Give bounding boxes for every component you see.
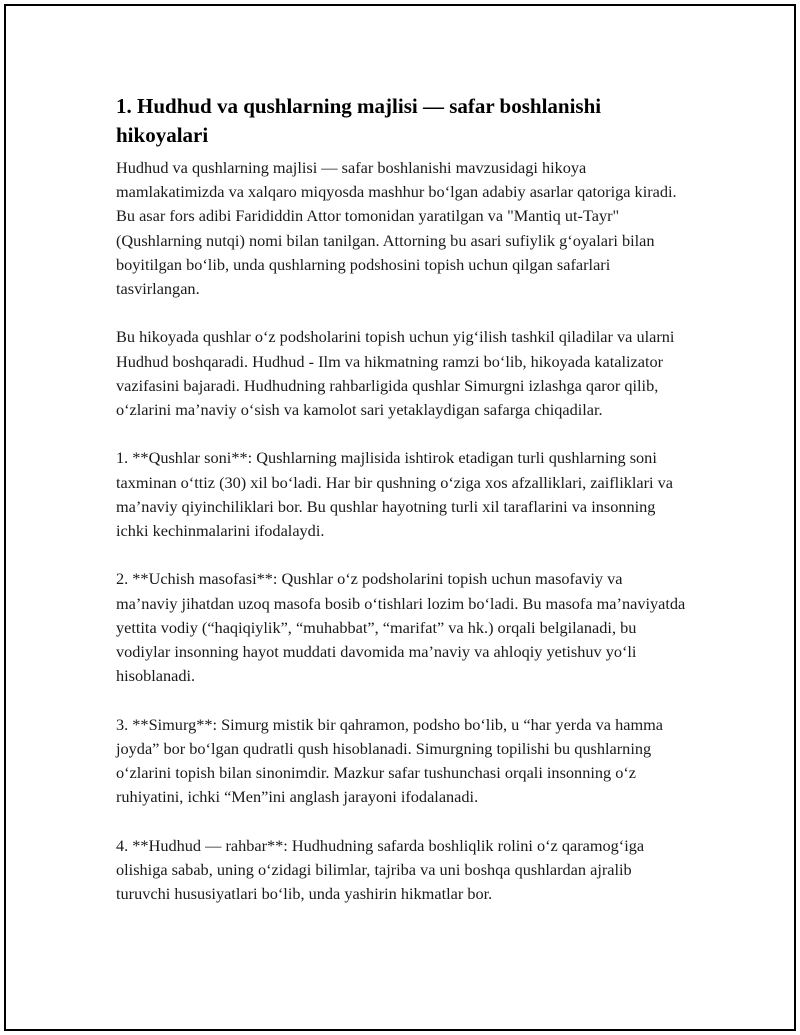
list-item-flight-distance: 2. **Uchish masofasi**: Qushlar o‘z podsholarini topish uchun masofaviy va ma’naviy jihatdan uzoq masofa bosib o‘tishlari lozim bo‘ladi. Bu masofa ma’naviyatda yettita vodiy (“haqiqiylik”, “muhabbat”, “marifat” va hk.) orqali belgilanadi, bu vodiylar insonning hayot muddati davomida ma’naviy va ahloqiy yetishuv yo‘li hisoblanadi. — [116, 569, 686, 686]
paragraph-intro: Hudhud va qushlarning majlisi — safar boshlanishi mavzusidagi hikoya mamlakatimizda va xalqaro miqyosda mashhur bo‘lgan adabiy asarlar qatoriga kiradi. Bu asar fors adibi Farididdin Attor tomonidan yaratilgan va "Mantiq ut-Tayr" (Qushlarning nutqi) nomi bilan tanilgan. Attorning bu asari sufiylik g‘oyalari bilan boyitilgan bo‘lib, unda qushlarning podshosini topish uchun qilgan safarlari tasvirlangan. — [116, 158, 677, 299]
list-item-birds-count: 1. **Qushlar soni**: Qushlarning majlisida ishtirok etadigan turli qushlarning soni taxminan o‘ttiz (30) xil bo‘ladi. Har bir qushning o‘ziga xos afzalliklari, zaifliklari va ma’naviy qiyinchiliklari bor. Bu qushlar hayotning turli xil taraflarini va insonning ichki kechinmalarini ifodalaydi. — [116, 448, 674, 541]
page-title: 1. Hudhud va qushlarning majlisi — safar boshlanishi hikoyalari — [116, 94, 602, 147]
list-item-hudhud-leader: 4. **Hudhud — rahbar**: Hudhudning safarda boshliqlik rolini o‘z qaramog‘iga olishiga sabab, uning o‘zidagi bilimlar, tajriba va uni boshqa qushlardan ajralib turuvchi hususiyatlari bo‘lib, unda yashirin hikmatlar bor. — [116, 835, 645, 904]
paragraph-hudhud-leads: Bu hikoyada qushlar o‘z podsholarini topish uchun yig‘ilish tashkil qiladilar va ularni Hudhud boshqaradi. Hudhud - Ilm va hikmatning ramzi bo‘lib, hikoyada katalizator vazifasini bajaradi. Hudhudning rahbarligida qushlar Simurgni izlashga qaror qilib, o‘zlarini ma’naviy o‘sish va kamolot sari yetaklaydigan safarga chiqadilar. — [116, 327, 675, 420]
list-item-simurg: 3. **Simurg**: Simurg mistik bir qahramon, podsho bo‘lib, u “har yerda va hamma joyda” bor bo‘lgan qudratli qush hisoblanadi. Simurgning topilishi bu qushlarning o‘zlarini topish bilan sinonimdir. Mazkur safar tushunchasi orqali insonning o‘z ruhiyatini, ichki “Men”ini anglash jarayoni ifodalanadi. — [116, 714, 664, 807]
document-body — [116, 92, 686, 930]
